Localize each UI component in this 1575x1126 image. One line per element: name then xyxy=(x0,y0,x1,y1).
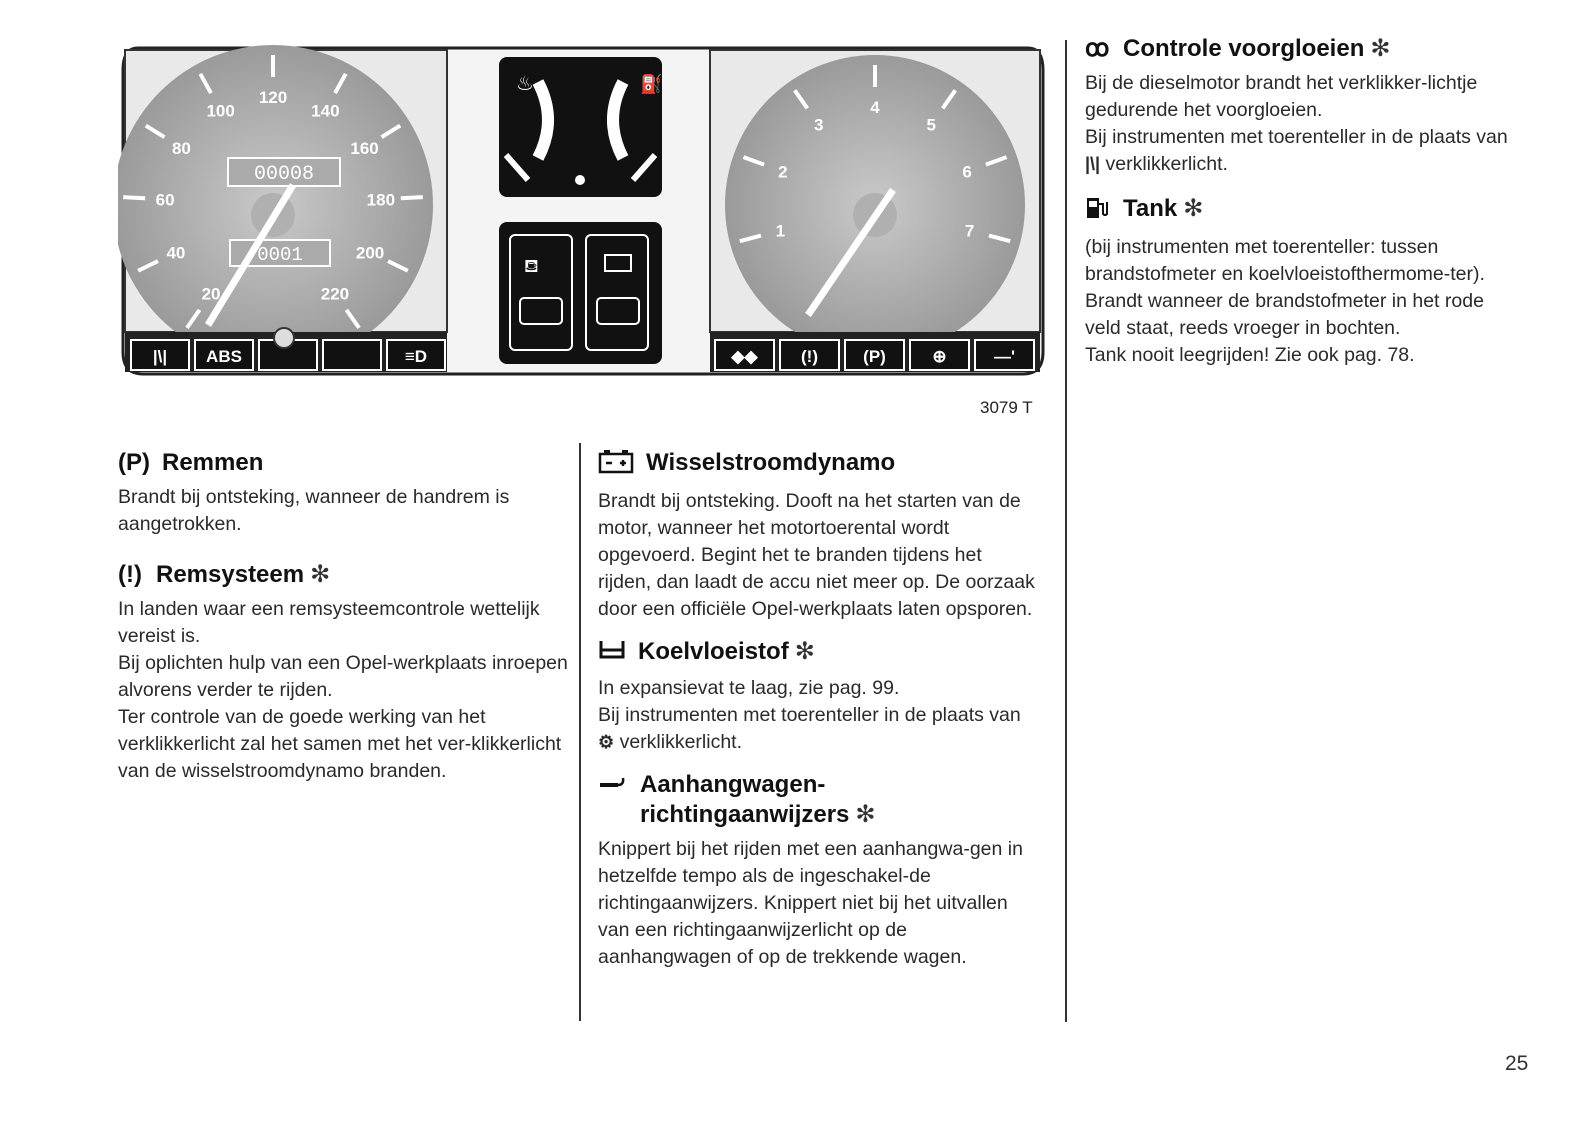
right-indicator-label: ◆◆ xyxy=(731,347,758,366)
section-remsysteem xyxy=(118,560,568,785)
section-title: Tank ✻ xyxy=(1085,194,1525,228)
coolant-icon xyxy=(598,637,626,669)
section-text: Brandt bij ontsteking. Dooft na het starten van de motor, wanneer het motortoerental wordt opgevoerd. Begint het te branden tijdens het rijden, dan laadt de accu niet meer op. De oorzaak door een officiële Opel-werkplaats laten opsporen. xyxy=(598,490,1035,620)
odometer-value: 00008 xyxy=(253,163,315,186)
section-text: Brandt wanneer de brandstofmeter in het rode veld staat, reeds vroeger in bochten. xyxy=(1085,290,1484,339)
tachometer-tick-label: 1 xyxy=(775,221,786,241)
page-number: 25 xyxy=(1505,1052,1529,1075)
section-text: Ter controle van de goede werking van het verklikkerlicht zal het samen met het ver-klikkerlicht van de wisselstroomdynamo branden. xyxy=(118,706,562,782)
section-text: (bij instrumenten met toerenteller: tussen brandstofmeter en koelvloeistofthermome-ter). xyxy=(1085,236,1485,285)
section-text: In landen waar een remsysteemcontrole wettelijk vereist is. xyxy=(118,598,540,647)
section-tank xyxy=(1085,194,1525,369)
tachometer-tick-label: 6 xyxy=(962,162,972,182)
left-indicator-label: |\| xyxy=(152,347,168,366)
section-text: Brandt bij ontsteking, wanneer de handrem is aangetrokken. xyxy=(118,486,510,535)
speedometer-tick-label: 140 xyxy=(311,101,340,121)
asterisk-icon: ✻ xyxy=(310,561,331,588)
tachometer-tick-label: 4 xyxy=(870,98,880,117)
trip-value: 0001 xyxy=(257,244,303,266)
section-text: Knippert bij het rijden met een aanhangwa-gen in hetzelfde tempo als de ingeschakel-de richtingaanwijzers. Knippert niet bij het uitvallen van een richtingaanwijzerlicht op de aanhangwagen of op de trekkende wagen. xyxy=(598,838,1023,968)
section-title: Aanhangwagen- richtingaanwijzers ✻ xyxy=(598,770,1038,830)
section-controle-voorgloeien xyxy=(1085,34,1525,178)
tachometer-tick-label: 7 xyxy=(964,221,975,241)
speedometer-tick xyxy=(401,197,423,198)
asterisk-icon: ✻ xyxy=(1370,35,1391,62)
speedometer-tick-label: 180 xyxy=(366,190,396,210)
right-indicator-label: —' xyxy=(993,347,1016,366)
asterisk-icon: ✻ xyxy=(855,801,876,828)
column-left xyxy=(118,448,568,799)
parking-brake-icon: (P) xyxy=(118,449,150,476)
section-aanhangwagen xyxy=(598,770,1038,971)
section-text: Bij de dieselmotor brandt het verklikker-lichtje gedurende het voorgloeien. xyxy=(1085,72,1478,121)
section-koelvloeistof xyxy=(598,637,1038,756)
tachometer-tick-label: 3 xyxy=(814,115,824,135)
section-title: (!) Remsysteem ✻ xyxy=(118,561,331,588)
section-title: ꝏ Controle voorgloeien ✻ xyxy=(1085,35,1391,62)
speedometer-tick-label: 200 xyxy=(355,243,385,263)
tachometer-tick-label: 5 xyxy=(926,115,936,135)
section-text: Bij instrumenten met toerenteller in de plaats van ⚙ verklikkerlicht. xyxy=(598,704,1021,753)
speedometer-tick-label: 160 xyxy=(350,138,379,158)
column-divider xyxy=(1065,40,1067,1022)
speedometer-tick-label: 40 xyxy=(166,243,186,263)
right-indicator-label: ⊕ xyxy=(932,347,947,366)
speedometer-tick-label: 220 xyxy=(320,284,350,304)
battery-icon xyxy=(598,448,634,482)
trailer-indicator-icon xyxy=(598,770,628,800)
instrument-panel-figure xyxy=(118,40,1048,380)
tachometer-tick-label: 2 xyxy=(778,162,788,182)
section-text: Tank nooit leegrijden! Zie ook pag. 78. xyxy=(1085,344,1415,366)
section-title: Wisselstroomdynamo xyxy=(598,448,1038,482)
speedometer-tick-label: 100 xyxy=(206,101,235,121)
fuel-pump-icon: ⛽ xyxy=(640,74,663,94)
coolant-temp-icon: ♨ xyxy=(516,73,534,95)
right-indicator-label: (!) xyxy=(801,347,818,366)
left-indicator-label: ABS xyxy=(206,347,242,366)
oil-pressure-icon: ⛾ xyxy=(524,256,539,276)
left-indicator-label: ≡D xyxy=(404,347,428,366)
speedometer-tick-label: 20 xyxy=(201,284,221,304)
section-text: Bij oplichten hulp van een Opel-werkplaats inroepen alvorens verder te rijden. xyxy=(118,652,568,701)
speedometer-tick xyxy=(123,197,145,198)
section-text: In expansievat te laag, zie pag. 99. xyxy=(598,677,900,699)
instrument-panel-drawing xyxy=(118,40,1048,380)
section-wisselstroomdynamo xyxy=(598,448,1038,623)
fuel-temp-gauge xyxy=(499,57,662,197)
section-text: Bij instrumenten met toerenteller in de plaats van |\| verklikkerlicht. xyxy=(1085,126,1508,175)
section-title: Koelvloeistof ✻ xyxy=(598,637,1038,669)
column-right xyxy=(1085,34,1525,383)
fuel-pump-icon xyxy=(1085,194,1111,228)
left-indicator-slot xyxy=(323,340,381,370)
speedometer-tick-label: 60 xyxy=(155,190,175,210)
right-indicator-strip xyxy=(715,340,1034,370)
engine-check-icon: ⚙ xyxy=(598,732,615,752)
glow-indicator-icon: |\| xyxy=(1085,154,1101,174)
column-divider xyxy=(579,443,581,1021)
trip-reset-knob xyxy=(274,328,294,348)
center-warning-lights xyxy=(499,222,662,364)
figure-label: 3079 T xyxy=(980,398,1033,417)
right-indicator-label: (P) xyxy=(863,347,886,366)
brake-system-icon: (!) xyxy=(118,561,142,588)
asterisk-icon: ✻ xyxy=(794,638,815,665)
asterisk-icon: ✻ xyxy=(1183,195,1204,222)
section-title: (P) Remmen xyxy=(118,449,264,476)
speedometer-tick-label: 120 xyxy=(258,88,288,107)
column-middle xyxy=(598,448,1038,985)
section-remmen xyxy=(118,448,568,538)
speedometer-tick-label: 80 xyxy=(171,138,191,158)
glow-plug-icon: ꝏ xyxy=(1085,35,1110,62)
